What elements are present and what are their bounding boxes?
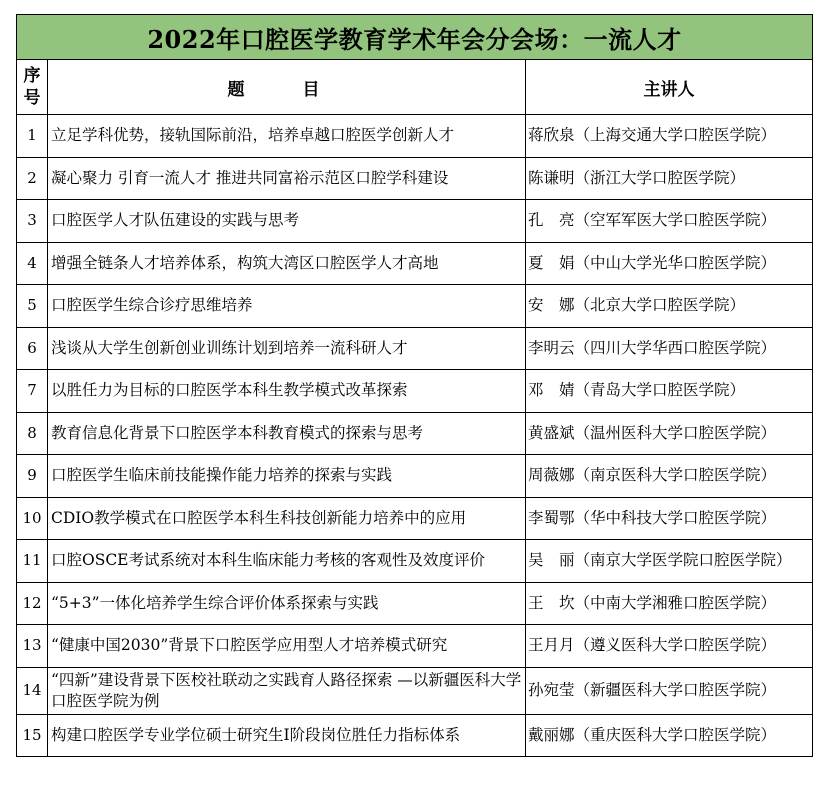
row-topic: “5+3”一体化培养学生综合评价体系探索与实践 — [48, 582, 526, 625]
row-topic: “健康中国2030”背景下口腔医学应用型人才培养模式研究 — [48, 625, 526, 668]
table-row — [17, 285, 813, 328]
row-speaker: 黄盛斌（温州医科大学口腔医学院） — [526, 412, 813, 455]
row-topic: 立足学科优势，接轨国际前沿，培养卓越口腔医学创新人才 — [48, 115, 526, 158]
row-topic: 口腔医学生综合诊疗思维培养 — [48, 285, 526, 328]
row-topic: 构建口腔医学专业学位硕士研究生Ⅰ阶段岗位胜任力指标体系 — [48, 714, 526, 757]
row-number: 3 — [17, 200, 48, 243]
row-number: 8 — [17, 412, 48, 455]
row-number: 2 — [17, 157, 48, 200]
header-number — [17, 60, 48, 115]
row-number: 7 — [17, 370, 48, 413]
header-speaker: 主讲人 — [526, 60, 813, 115]
row-number: 4 — [17, 242, 48, 285]
row-topic: CDIO教学模式在口腔医学本科生科技创新能力培养中的应用 — [48, 497, 526, 540]
row-number: 12 — [17, 582, 48, 625]
header-topic: 题 目 — [48, 60, 526, 115]
table-row — [17, 497, 813, 540]
row-speaker: 孔 亮（空军军医大学口腔医学院） — [526, 200, 813, 243]
table-row — [17, 455, 813, 498]
row-speaker: 孙宛莹（新疆医科大学口腔医学院） — [526, 667, 813, 714]
table-row — [17, 667, 813, 714]
row-number: 15 — [17, 714, 48, 757]
row-speaker: 王 坎（中南大学湘雅口腔医学院） — [526, 582, 813, 625]
table-row — [17, 714, 813, 757]
header-number-line1: 序 — [23, 66, 41, 86]
header-number-line2: 号 — [23, 88, 41, 108]
table-row — [17, 200, 813, 243]
table-row — [17, 412, 813, 455]
row-speaker: 戴丽娜（重庆医科大学口腔医学院） — [526, 714, 813, 757]
row-speaker: 李蜀鄂（华中科技大学口腔医学院） — [526, 497, 813, 540]
row-number: 14 — [17, 667, 48, 714]
table-row — [17, 370, 813, 413]
row-number: 9 — [17, 455, 48, 498]
row-speaker: 李明云（四川大学华西口腔医学院） — [526, 327, 813, 370]
row-topic: 浅谈从大学生创新创业训练计划到培养一流科研人才 — [48, 327, 526, 370]
table-row — [17, 540, 813, 583]
row-topic: 口腔医学生临床前技能操作能力培养的探索与实践 — [48, 455, 526, 498]
row-number: 13 — [17, 625, 48, 668]
row-topic: 以胜任力为目标的口腔医学本科生教学模式改革探索 — [48, 370, 526, 413]
row-speaker: 王月月（遵义医科大学口腔医学院） — [526, 625, 813, 668]
row-speaker: 安 娜（北京大学口腔医学院） — [526, 285, 813, 328]
row-number: 5 — [17, 285, 48, 328]
table-row — [17, 327, 813, 370]
row-topic: 教育信息化背景下口腔医学本科教育模式的探索与思考 — [48, 412, 526, 455]
header-row — [17, 60, 813, 115]
table-row — [17, 582, 813, 625]
title-row — [17, 15, 813, 60]
row-topic: 口腔医学人才队伍建设的实践与思考 — [48, 200, 526, 243]
table-row — [17, 242, 813, 285]
table-title: 2022年口腔医学教育学术年会分会场：一流人才 — [17, 15, 813, 60]
table-row — [17, 115, 813, 158]
row-speaker: 夏 娟（中山大学光华口腔医学院） — [526, 242, 813, 285]
row-topic: “四新”建设背景下医校社联动之实践育人路径探索 —以新疆医科大学口腔医学院为例 — [48, 667, 526, 714]
row-number: 6 — [17, 327, 48, 370]
row-topic: 口腔OSCE考试系统对本科生临床能力考核的客观性及效度评价 — [48, 540, 526, 583]
row-speaker: 吴 丽（南京大学医学院口腔医学院） — [526, 540, 813, 583]
table-row — [17, 157, 813, 200]
row-number: 10 — [17, 497, 48, 540]
row-speaker: 蒋欣泉（上海交通大学口腔医学院） — [526, 115, 813, 158]
row-speaker: 陈谦明（浙江大学口腔医学院） — [526, 157, 813, 200]
row-speaker: 邓 婧（青岛大学口腔医学院） — [526, 370, 813, 413]
schedule-table — [16, 14, 813, 757]
row-number: 11 — [17, 540, 48, 583]
row-speaker: 周薇娜（南京医科大学口腔医学院） — [526, 455, 813, 498]
row-topic: 凝心聚力 引育一流人才 推进共同富裕示范区口腔学科建设 — [48, 157, 526, 200]
table-row — [17, 625, 813, 668]
row-topic: 增强全链条人才培养体系，构筑大湾区口腔医学人才高地 — [48, 242, 526, 285]
row-number: 1 — [17, 115, 48, 158]
